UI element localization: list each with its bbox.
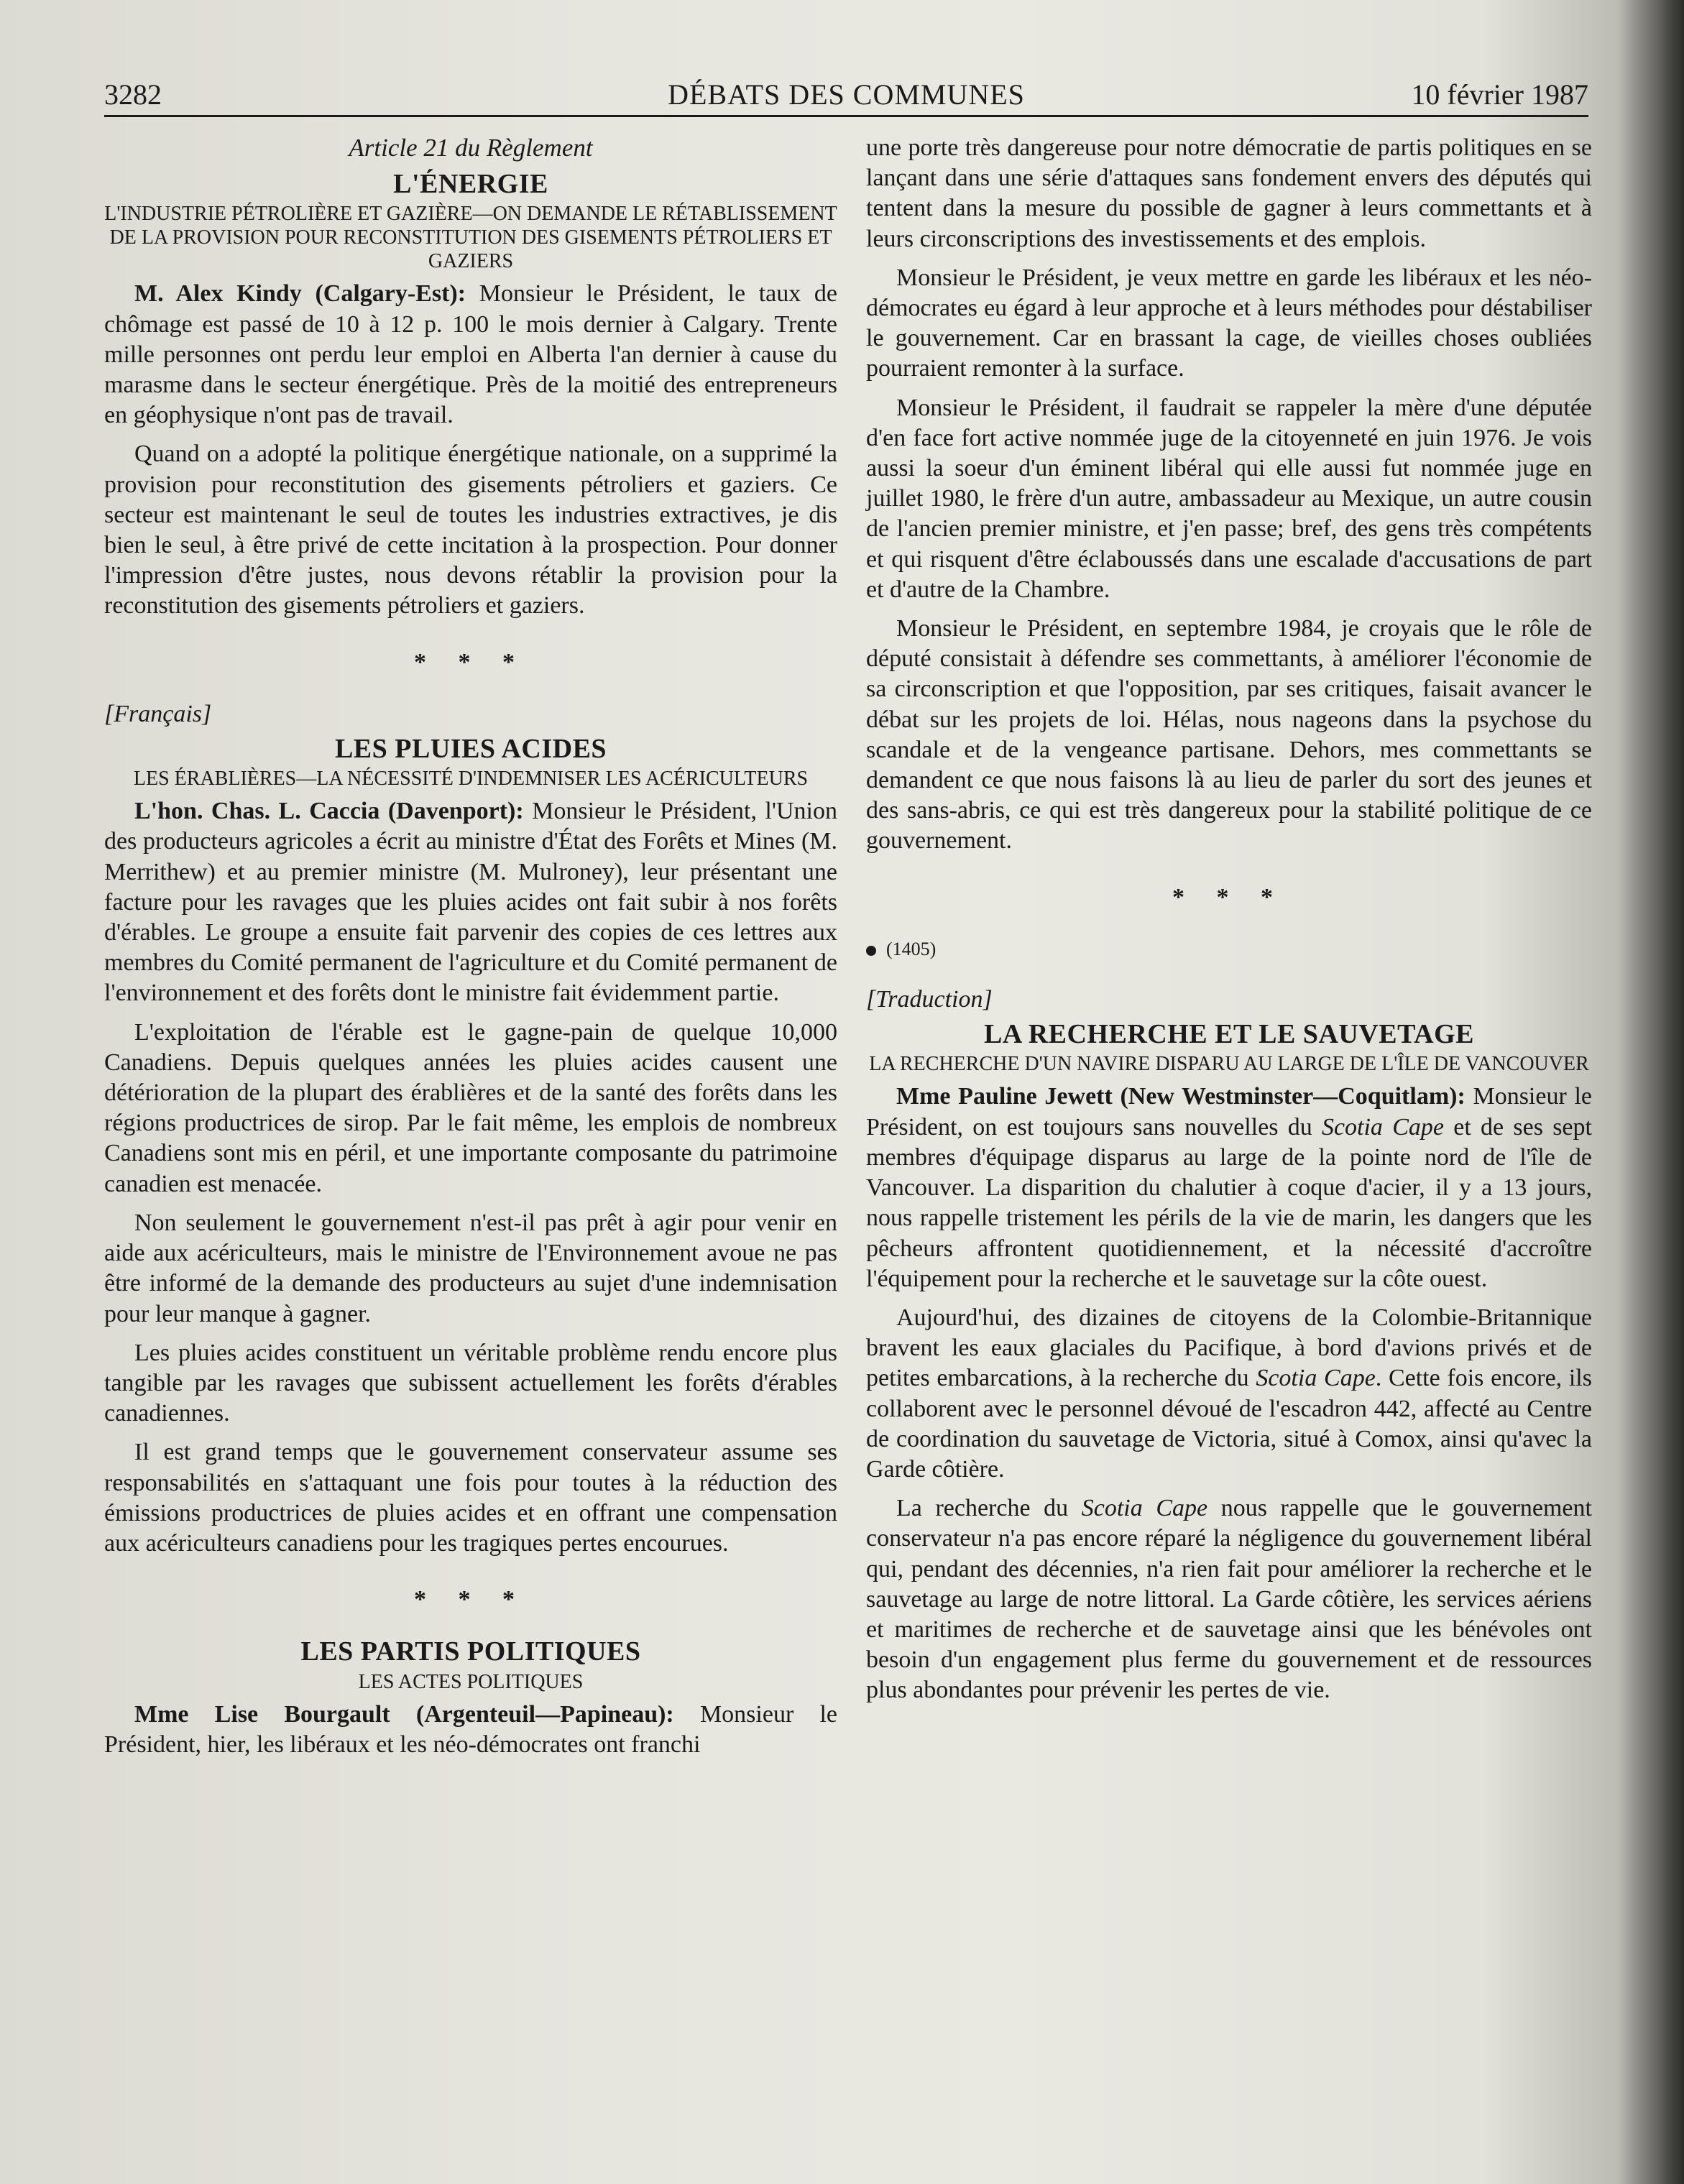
speaker-name: M. Alex Kindy (Calgary-Est): <box>134 280 466 308</box>
section-subheading-recherche: LA RECHERCHE D'UN NAVIRE DISPARU AU LARGE DE L'ÎLE DE VANCOUVER <box>869 1053 1589 1076</box>
section-heading-pluies-acides: LES PLUIES ACIDES <box>334 734 607 765</box>
paragraph: Mme Lise Bourgault (Argenteuil—Papineau): Monsieur le Président, hier, les libéraux et les néo-démocrates ont franchi <box>104 1700 838 1758</box>
paragraph: une porte très dangereuse pour notre démocratie de partis politiques en se lançant dans une série d'attaques sans fondement envers des députés qui tentent dans la mesure du possible de gagner à leurs commettants et à leurs circonscriptions des investissements et des emplois. <box>866 134 1592 252</box>
left-column <box>104 133 837 1769</box>
ship-name: Scotia Cape <box>1256 1365 1376 1392</box>
language-marker: [Traduction] <box>866 986 993 1013</box>
ship-name: Scotia Cape <box>1081 1495 1208 1522</box>
paragraph: Aujourd'hui, des dizaines de citoyens de la Colombie-Britannique bravent les eaux glaciales du Pacifique, à bord d'avions privés et de petites embarcations, à la recherche du Scotia Cape. Cette fois encore, ils collaborent avec le personnel dévoué de l'escadron 442, affecté au Centre de coordination du sauvetage de Victoria, situé à Comox, ainsi qu'avec la Garde côtière. <box>866 1304 1592 1483</box>
publication-title: DÉBATS DES COMMUNES <box>668 78 1025 111</box>
paragraph: L'exploitation de l'érable est le gagne-pain de quelque 10,000 Canadiens. Depuis quelques années les pluies acides causent une détérioration de la plupart des érablières et de la santé des forêts dans les régions productrices de sirop. Par le fait même, les emplois de nombreux Canadiens sont mis en péril, et une importante composante du patrimoine canadien est menacée. <box>104 1018 837 1197</box>
paragraph: Monsieur le Président, en septembre 1984, je croyais que le rôle de député consistait à défendre ses commettants, à améliorer l'économie de sa circonscription et que l'opposition, par ses critiques, faisait avancer le débat sur les projets de loi. Hélas, nous nageons dans la psychose du scandale et de la vengeance partisane. Dehors, mes commettants se demandent ce que nous faisons là au lieu de parler du sort des jeunes et des sans-abris, ce qui est très dangereux pour la stabilité politique de ce gouvernement. <box>866 615 1592 854</box>
paragraph: L'hon. Chas. L. Caccia (Davenport): Monsieur le Président, l'Union des producteurs agricoles a écrit au ministre d'État des Forêts et Mines (M. Merrithew) et au premier ministre (M. Mulroney), leur présentant une facture pour les ravages que les pluies acides ont fait subir à nos forêts d'érables. Le groupe a ensuite fait parvenir des copies de ces lettres aux membres du Comité permanent de l'agriculture et du Comité permanent de l'environnement et des forêts dont le ministre fait évidemment partie. <box>104 798 838 1007</box>
paragraph: Il est grand temps que le gouvernement conservateur assume ses responsabilités en s'attaquant une fois pour toutes à la réduction des émissions productrices de pluies acides et en offrant une compensation aux acériculteurs canadiens pour les tragiques pertes encourues. <box>104 1439 837 1557</box>
section-separator: * * * <box>1172 883 1286 911</box>
book-gutter <box>1619 0 1684 2184</box>
speaker-name: Mme Pauline Jewett (New Westminster—Coquitlam): <box>896 1083 1466 1110</box>
paragraph: Quand on a adopté la politique énergétique nationale, on a supprimé la provision pour reconstitution des gisements pétroliers et gaziers. Ce secteur est maintenant le seul de toutes les industries extractives, je dis bien le seul, à être privé de cette incitation à la prospection. Pour donner l'impression d'être justes, nous devons rétablir la provision pour la reconstitution des gisements pétroliers et gaziers. <box>104 441 837 619</box>
ship-name: Scotia Cape <box>1321 1113 1444 1141</box>
section-subheading-energie: L'INDUSTRIE PÉTROLIÈRE ET GAZIÈRE—ON DEMANDE LE RÉTABLISSEMENT DE LA PROVISION POUR RECONSTITUTION DES GISEMENTS PÉTROLIERS ET GAZIERS <box>104 203 837 273</box>
section-heading-energie: L'ÉNERGIE <box>393 169 548 200</box>
paragraph: Mme Pauline Jewett (New Westminster—Coquitlam): Monsieur le Président, on est toujours sans nouvelles du Scotia Cape et de ses sept membres d'équipage disparus au large de la pointe nord de l'île de Vancouver. La disparition du chalutier à coque d'acier, il y a 13 jours, nous rappelle tristement les périls de la vie de marin, les dangers que les pêcheurs affrontent quotidiennement, et la nécessité d'accroître l'équipement pour la recherche et le sauvetage sur la côte ouest. <box>866 1083 1592 1292</box>
speaker-name: L'hon. Chas. L. Caccia (Davenport): <box>134 798 524 825</box>
page-date: 10 février 1987 <box>1411 78 1588 111</box>
paragraph: Monsieur le Président, je veux mettre en garde les libéraux et les néo-démocrates eu égard à leur approche et à leurs méthodes pour déstabiliser le gouvernement. Car en brassant la cage, de vieilles choses oubliées pourraient remonter à la surface. <box>866 264 1592 382</box>
page-number: 3282 <box>104 78 162 111</box>
section-heading-recherche: LA RECHERCHE ET LE SAUVETAGE <box>984 1019 1474 1050</box>
time-marker: (1405) <box>866 934 1592 964</box>
section-separator: * * * <box>414 648 528 676</box>
paragraph: M. Alex Kindy (Calgary-Est): Monsieur le Président, le taux de chômage est passé de 10 à 12 p. 100 le mois dernier à Calgary. Trente mille personnes ont perdu leur emploi en Alberta l'an dernier à cause du marasme dans le secteur énergétique. Près de la moitié des entrepreneurs en géophysique n'ont pas de travail. <box>104 280 838 429</box>
language-marker: [Français] <box>104 700 212 727</box>
speaker-name: Mme Lise Bourgault (Argenteuil—Papineau): <box>134 1700 674 1728</box>
section-heading-partis: LES PARTIS POLITIQUES <box>300 1636 641 1667</box>
paragraph: Monsieur le Président, il faudrait se rappeler la mère d'une députée d'en face fort active nommée juge de la citoyenneté en juin 1976. Je vois aussi la soeur d'un éminent libéral qui elle aussi fut nommée juge en juillet 1980, le frère d'un autre, ambassadeur au Mexique, un autre cousin de l'ancien premier ministre, et j'en passe; bref, des gens très compétents et qui risquent d'être éclaboussés dans une escalade d'accusations de part et d'autre de la Chambre. <box>866 394 1592 603</box>
page-header <box>104 72 1588 117</box>
bullet-icon <box>866 946 876 956</box>
section-subheading-pluies-acides: LES ÉRABLIÈRES—LA NÉCESSITÉ D'INDEMNISER LES ACÉRICULTEURS <box>133 768 809 791</box>
right-column <box>866 133 1592 1715</box>
paragraph: La recherche du Scotia Cape nous rappelle que le gouvernement conservateur n'a pas encore réparé la négligence du gouvernement libéral qui, pendant des décennies, n'a rien fait pour améliorer la recherche et le sauvetage au large de notre littoral. La Garde côtière, les services aériens et maritimes de recherche et de sauvetage ainsi que les bénévoles ont besoin d'un engagement plus ferme du gouvernement et de ressources plus abondantes pour prévenir les pertes de vie. <box>866 1495 1592 1704</box>
paragraph: Non seulement le gouvernement n'est-il pas prêt à agir pour venir en aide aux acériculteurs, mais le ministre de l'Environnement avoue ne pas être informé de la demande des producteurs au sujet d'une indemnisation pour leur manque à gagner. <box>104 1209 837 1327</box>
section-subheading-partis: LES ACTES POLITIQUES <box>358 1670 584 1693</box>
paragraph: Les pluies acides constituent un véritable problème rendu encore plus tangible par les ravages que subissent actuellement les forêts d'érables canadiennes. <box>104 1339 837 1427</box>
section-separator: * * * <box>414 1586 528 1613</box>
rule-reference: Article 21 du Règlement <box>349 134 593 162</box>
